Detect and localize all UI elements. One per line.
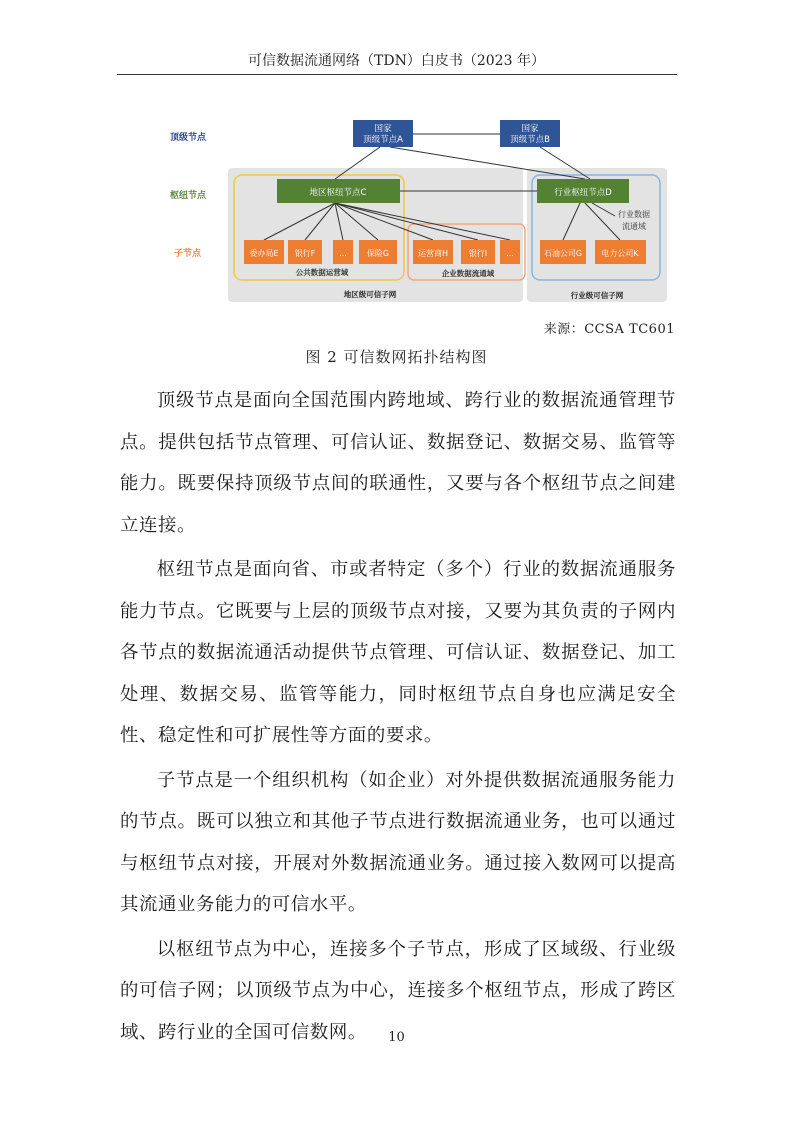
regional-subnet-label: 地区级可信子网 xyxy=(343,290,397,299)
hub-node-d-label: 行业枢纽节点D xyxy=(554,188,612,198)
sub-node-dots1-label: ... xyxy=(339,249,347,258)
header-rule xyxy=(117,74,677,75)
top-node-a-line1: 国家 xyxy=(374,124,392,134)
sub-node-i-label: 银行I xyxy=(468,249,488,258)
industry-domain-label-line1: 行业数据 xyxy=(618,210,650,219)
sub-node-g1-label: 保险G xyxy=(366,249,390,258)
topology-figure xyxy=(160,112,680,308)
page-number: 10 xyxy=(388,1030,405,1045)
sub-node-dots2-label: ... xyxy=(506,249,514,258)
sub-node-e-label: 委办局E xyxy=(249,249,279,258)
sub-node-g2-label: 石油公司G xyxy=(543,249,583,258)
level-label-top: 顶级节点 xyxy=(170,133,207,143)
paragraph-network: 以枢纽节点为中心，连接多个子节点，形成了区域级、行业级的可信子网；以顶级节点为中心，连接多个枢纽节点，形成了跨区域、跨行业的全国可信数网。 xyxy=(120,938,676,1043)
sub-node-f-label: 银行F xyxy=(294,249,316,258)
industry-domain-label-line2: 流通域 xyxy=(622,222,646,231)
topology-diagram xyxy=(160,112,680,308)
running-header: 可信数据流通网络（TDN）白皮书（2023 年） xyxy=(248,53,545,69)
paragraph-hub-node: 枢纽节点是面向省、市或者特定（多个）行业的数据流通服务能力节点。它既要与上层的顶级节点对接，又要为其负责的子网内各节点的数据流通活动提供节点管理、可信认证、数据登记、加工处理、数据交易、监管等能力，同时枢纽节点自身也应满足安全性、稳定性和可扩展性等方面的要求。 xyxy=(120,559,676,746)
figure-caption: 图 2 可信数网拓扑结构图 xyxy=(305,348,488,366)
industry-subnet-label: 行业级可信子网 xyxy=(570,291,624,300)
level-label-hub: 枢纽节点 xyxy=(170,191,207,201)
body-text xyxy=(120,380,676,1053)
public-domain-label: 公共数据运营域 xyxy=(295,268,349,277)
paragraph-top-node: 顶级节点是面向全国范围内跨地域、跨行业的数据流通管理节点。提供包括节点管理、可信认证、数据登记、数据交易、监管等能力。既要保持顶级节点间的联通性，又要与各个枢纽节点之间建立连接。 xyxy=(120,390,676,536)
paragraph-sub-node: 子节点是一个组织机构（如企业）对外提供数据流通服务能力的节点。既可以独立和其他子节点进行数据流通业务，也可以通过与枢纽节点对接，开展对外数据流通业务。通过接入数网可以提高其流通业务能力的可信水平。 xyxy=(120,769,676,915)
top-node-a-line2: 顶级节点A xyxy=(363,135,403,145)
sub-node-k-label: 电力公司K xyxy=(601,249,639,258)
top-node-b-line1: 国家 xyxy=(521,124,539,134)
hub-node-c-label: 地区枢纽节点C xyxy=(309,188,367,198)
level-label-sub: 子节点 xyxy=(174,249,202,259)
sub-node-h-label: 运营商H xyxy=(417,249,449,258)
figure-source: 来源：CCSA TC601 xyxy=(543,322,675,337)
top-node-b-line2: 顶级节点B xyxy=(510,135,550,145)
enterprise-domain-label: 企业数据流通域 xyxy=(441,269,495,278)
